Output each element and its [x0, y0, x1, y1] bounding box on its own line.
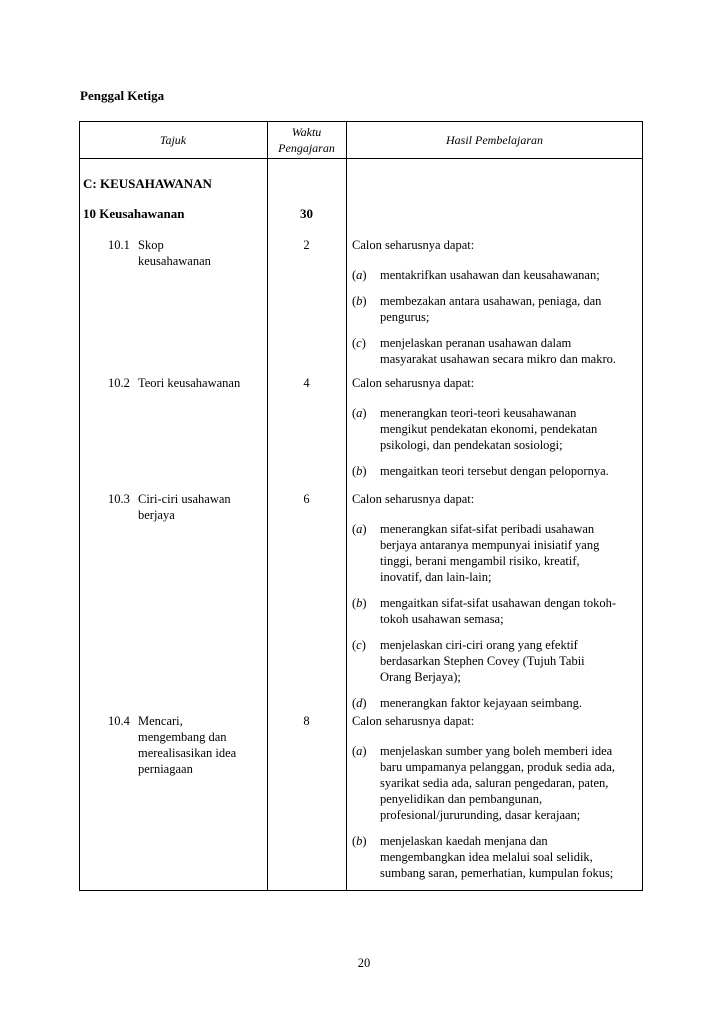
outcome-text: penyelidikan dan pembangunan,: [380, 792, 543, 806]
outcome-text: menerangkan sifat-sifat peribadi usahawan: [380, 522, 595, 536]
outcome-text: mengaitkan teori tersebut dengan pelopornya.: [380, 464, 609, 478]
outcome-text: menjelaskan ciri-ciri orang yang efektif: [380, 638, 578, 652]
subtopic-title: Ciri-ciri usahawan: [138, 492, 231, 506]
header-divider: [79, 158, 643, 159]
subtopic-title: Skop: [138, 238, 164, 252]
topic-title: 10 Keusahawanan: [83, 206, 185, 221]
outcome-text: syarikat sedia ada, saluran pengedaran, paten,: [380, 776, 609, 790]
subtopic-number: 10.3: [108, 492, 130, 506]
outcome-text: mengikut pendekatan ekonomi, pendekatan: [380, 422, 598, 436]
outcome-letter: (b): [352, 294, 367, 308]
outcome-text: pengurus;: [380, 310, 430, 324]
outcome-text: membezakan antara usahawan, peniaga, dan: [380, 294, 602, 308]
subtopic-title: Mencari,: [138, 714, 183, 728]
outcome-text: tinggi, berani mengambil risiko, kreatif,: [380, 554, 580, 568]
outcome-text: mengaitkan sifat-sifat usahawan dengan tokoh-: [380, 596, 617, 610]
outcome-letter: (b): [352, 834, 367, 848]
column-divider-2: [346, 121, 347, 891]
outcome-text: tokoh usahawan semasa;: [380, 612, 504, 626]
outcome-text: menerangkan faktor kejayaan seimbang.: [380, 696, 582, 710]
outcome-text: masyarakat usahawan secara mikro dan makro.: [380, 352, 617, 366]
outcome-intro: Calon seharusnya dapat:: [352, 376, 475, 390]
outcome-letter: (b): [352, 596, 367, 610]
outcome-letter: (b): [352, 464, 367, 478]
outcome-text: sumbang saran, pemerhatian, kumpulan fokus;: [380, 866, 614, 880]
outcome-letter: (a): [352, 406, 367, 420]
header-waktu: Waktu: [291, 125, 322, 139]
term-title: Penggal Ketiga: [80, 88, 165, 103]
subtopic-title: Teori keusahawanan: [138, 376, 241, 390]
outcome-text: menjelaskan peranan usahawan dalam: [380, 336, 572, 350]
outcome-text: psikologi, dan pendekatan sosiologi;: [380, 438, 563, 452]
outcome-letter: (c): [352, 336, 366, 350]
subtopic-title: perniagaan: [138, 762, 193, 776]
subtopic-hours: 4: [303, 376, 310, 390]
section-heading: C: KEUSAHAWANAN: [83, 176, 212, 191]
outcome-text: inovatif, dan lain-lain;: [380, 570, 492, 584]
header-pengajaran: Pengajaran: [278, 141, 335, 155]
subtopic-number: 10.1: [108, 238, 130, 252]
subtopic-title: keusahawanan: [138, 254, 211, 268]
outcome-text: profesional/jururunding, dasar kerajaan;: [380, 808, 581, 822]
outcome-text: berjaya antaranya mempunyai inisiatif yang: [380, 538, 600, 552]
outcome-intro: Calon seharusnya dapat:: [352, 714, 475, 728]
page-number: 20: [357, 956, 371, 970]
subtopic-hours: 2: [303, 238, 310, 252]
topic-hours: 30: [300, 206, 313, 221]
outcome-letter: (a): [352, 522, 367, 536]
header-tajuk: Tajuk: [159, 133, 187, 147]
outcome-letter: (a): [352, 744, 367, 758]
subtopic-title: berjaya: [138, 508, 175, 522]
outcome-letter: (a): [352, 268, 367, 282]
outcome-text: Orang Berjaya);: [380, 670, 461, 684]
outcome-intro: Calon seharusnya dapat:: [352, 492, 475, 506]
subtopic-number: 10.4: [108, 714, 130, 728]
outcome-text: mengembangkan idea melalui soal selidik,: [380, 850, 593, 864]
outcome-letter: (d): [352, 696, 367, 710]
outcome-text: baru umpamanya pelanggan, produk sedia ada,: [380, 760, 615, 774]
subtopic-title: merealisasikan idea: [138, 746, 237, 760]
outcome-text: menerangkan teori-teori keusahawanan: [380, 406, 577, 420]
outcome-letter: (c): [352, 638, 366, 652]
subtopic-title: mengembang dan: [138, 730, 227, 744]
outcome-text: menjelaskan sumber yang boleh memberi idea: [380, 744, 613, 758]
subtopic-hours: 8: [303, 714, 310, 728]
outcome-text: mentakrifkan usahawan dan keusahawanan;: [380, 268, 600, 282]
subtopic-number: 10.2: [108, 376, 130, 390]
subtopic-hours: 6: [303, 492, 310, 506]
outcome-text: berdasarkan Stephen Covey (Tujuh Tabii: [380, 654, 585, 668]
outcome-intro: Calon seharusnya dapat:: [352, 238, 475, 252]
outcome-text: menjelaskan kaedah menjana dan: [380, 834, 548, 848]
header-hasil: Hasil Pembelajaran: [446, 133, 543, 147]
